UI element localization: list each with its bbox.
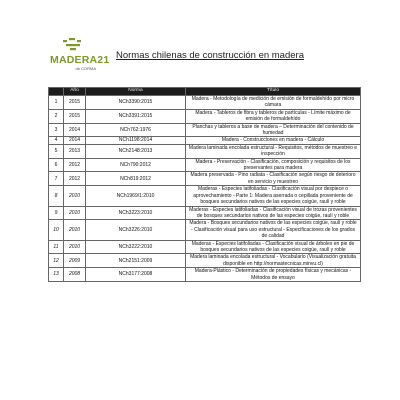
row-year: 2010 <box>64 206 86 220</box>
row-norma: NCh790:2012 <box>86 158 186 172</box>
table-row <box>49 220 361 240</box>
row-norma: NCh3223:2010 <box>86 206 186 220</box>
row-year: 2010 <box>64 220 86 240</box>
row-titulo: Maderas - Especies latifoliadas - Clasificación visual de árboles en pie de bosques secundarios nativos de las especies coigüe, raulí y roble <box>186 240 361 254</box>
table-row <box>49 109 361 123</box>
row-titulo: Madera - Bosques secundarios nativos de las especies coigüe, raulí y roble - Clasificación visual para uso estructural - Especificaciones de los grados de calidad <box>186 220 361 240</box>
row-index: 8 <box>49 186 64 206</box>
logo-brand: MADERA21 <box>50 54 110 66</box>
row-titulo: Maderas - Especies latifoliadas - Clasificación visual de trozas provenientes de bosques secundarios nativos de las especies coigüe, raulí y roble <box>186 206 361 220</box>
row-norma: NCh2151:2009 <box>86 254 186 268</box>
row-year: 2015 <box>64 109 86 123</box>
row-norma: NCh3226:2010 <box>86 220 186 240</box>
row-norma: NCh1969/1:2010 <box>86 186 186 206</box>
row-titulo: Madera - Construcciones en madera - Cálculo <box>186 137 361 144</box>
table-header-row <box>49 88 361 96</box>
row-norma: NCh762:1976 <box>86 123 186 137</box>
row-norma: NCh3391:2015 <box>86 109 186 123</box>
row-norma: NCh3390:2015 <box>86 96 186 110</box>
row-year: 2010 <box>64 186 86 206</box>
row-index: 5 <box>49 144 64 158</box>
normas-table <box>48 87 361 282</box>
table-row <box>49 268 361 282</box>
table-row <box>49 144 361 158</box>
row-index: 3 <box>49 123 64 137</box>
table-row <box>49 158 361 172</box>
row-titulo: Madera - Tableros de fibra y tableros de partículas - Límite máximo de emisión de formaldehído <box>186 109 361 123</box>
table-row <box>49 254 361 268</box>
row-year: 2013 <box>64 144 86 158</box>
table-row <box>49 96 361 110</box>
row-norma: NCh1198:2014 <box>86 137 186 144</box>
header-year: Año <box>64 88 86 96</box>
row-year: 2009 <box>64 254 86 268</box>
header-norma: Norma <box>86 88 186 96</box>
row-titulo: Madera preservada - Pino radiata - Clasificación según riesgo de deterioro en servicio y muestreo <box>186 172 361 186</box>
row-index: 11 <box>49 240 64 254</box>
row-titulo: Madera laminada encolada estructural - Vocabulario (Visualización gratuita disponible en http://normastecnicas.minvu.cl) <box>186 254 361 268</box>
row-norma: NCh819:2012 <box>86 172 186 186</box>
row-index: 1 <box>49 96 64 110</box>
row-year: 2014 <box>64 123 86 137</box>
row-norma: NCh3222:2010 <box>86 240 186 254</box>
logo-mark-icon <box>60 36 86 54</box>
table-row <box>49 172 361 186</box>
row-year: 2012 <box>64 158 86 172</box>
row-index: 7 <box>49 172 64 186</box>
header-titulo: Título <box>186 88 361 96</box>
row-index: 4 <box>49 137 64 144</box>
row-year: 2010 <box>64 240 86 254</box>
header-index <box>49 88 64 96</box>
row-index: 10 <box>49 220 64 240</box>
row-year: 2015 <box>64 96 86 110</box>
row-titulo: Madera - Metodología de medición de emisión de formaldehído por micro cámara <box>186 96 361 110</box>
row-index: 2 <box>49 109 64 123</box>
row-year: 2008 <box>64 268 86 282</box>
row-titulo: Madera - Preservación - Clasificación, composición y requisitos de los preservantes para madera <box>186 158 361 172</box>
table-row <box>49 186 361 206</box>
table-row <box>49 137 361 144</box>
table-row <box>49 240 361 254</box>
row-titulo: Planchas y tableros a base de madera – Determinación del contenido de humedad <box>186 123 361 137</box>
row-titulo: Madera laminada encolada estructural - Requisitos, métodos de muestreo e inspección <box>186 144 361 158</box>
table-row <box>49 206 361 220</box>
row-titulo: Madera-Plástico - Determinación de propiedades físicas y mecánicas - Métodos de ensayo <box>186 268 361 282</box>
row-norma: NCh3177:2008 <box>86 268 186 282</box>
row-year: 2014 <box>64 137 86 144</box>
row-titulo: Maderas - Especies latifoliadas - Clasificación visual por despiece o aprovechamiento - Parte 1: Madera aserrada o cepillada proveniente de bosques secundarios nativos de las especies coigüe, raulí y roble <box>186 186 361 206</box>
row-index: 13 <box>49 268 64 282</box>
row-year: 2012 <box>64 172 86 186</box>
row-norma: NCh2148:2013 <box>86 144 186 158</box>
document-title: Normas chilenas de construcción en madera <box>116 50 304 61</box>
logo-tagline: de CORMA <box>75 66 96 71</box>
row-index: 12 <box>49 254 64 268</box>
row-index: 6 <box>49 158 64 172</box>
row-index: 9 <box>49 206 64 220</box>
madera21-logo <box>50 36 110 84</box>
table-row <box>49 123 361 137</box>
